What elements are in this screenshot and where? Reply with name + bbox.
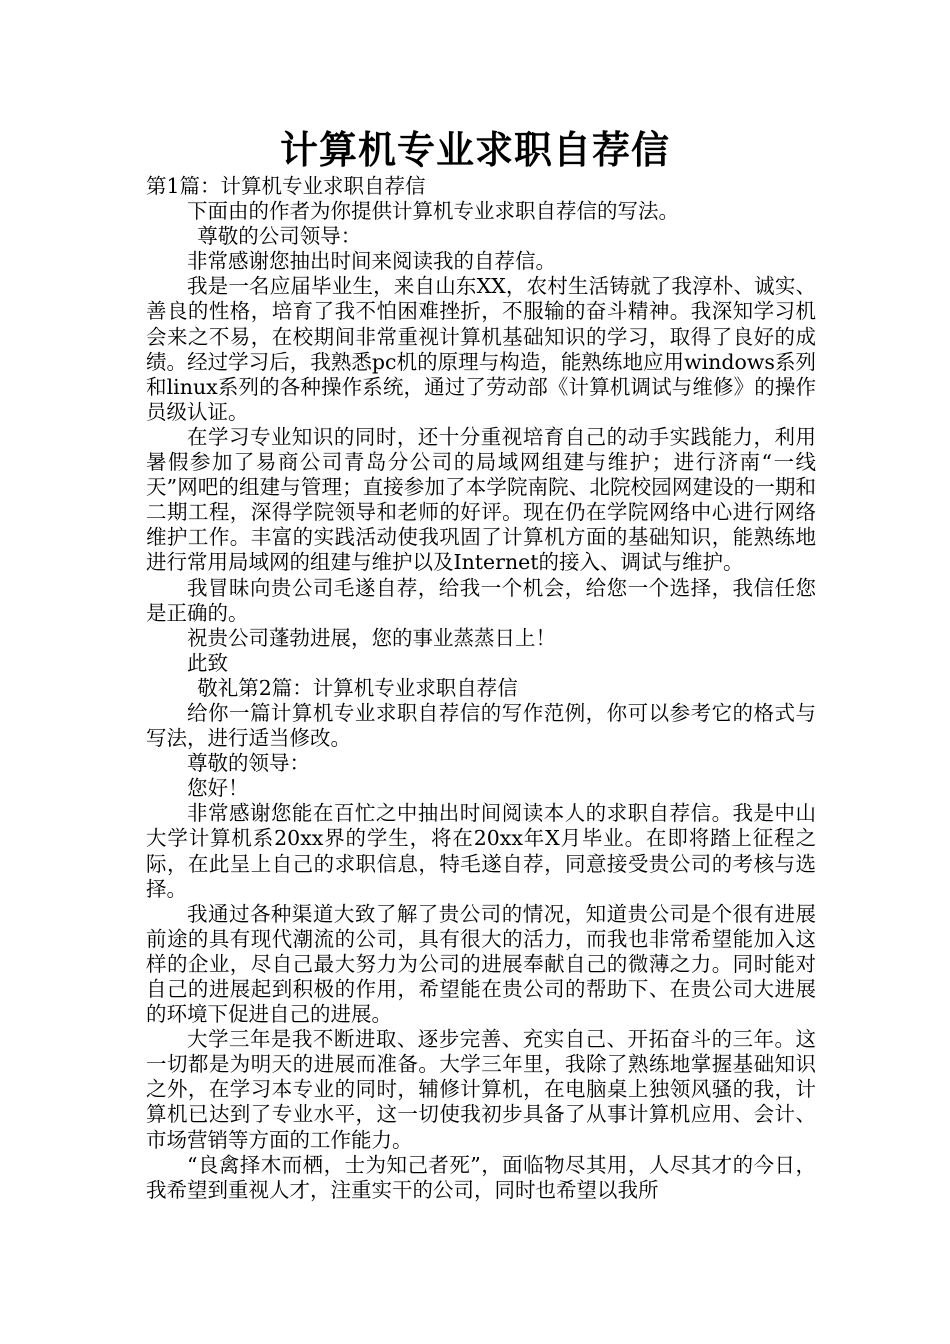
- paragraph: 在学习专业知识的同时，还十分重视培育自己的动手实践能力，利用暑假参加了易商公司青岛分公司的局域网组建与维护；进行济南“一线天”网吧的组建与管理；直接参加了本学院南院、北院校园网建设的一期和二期工程，深得学院领导和老师的好评。现在仍在学院网络中心进行网络维护工作。丰富的实践活动使我巩固了计算机方面的基础知识，能熟练地进行常用局域网的组建与维护以及Internet的接入、调试与维护。: [146, 424, 816, 575]
- paragraph: 我冒昧向贵公司毛遂自荐，给我一个机会，给您一个选择，我信任您是正确的。: [146, 575, 816, 625]
- document-body: [146, 174, 816, 1203]
- salutation: 尊敬的领导：: [187, 751, 310, 776]
- paragraph: 非常感谢您抽出时间来阅读我的自荐信。: [187, 249, 556, 274]
- salutation: 尊敬的公司领导：: [197, 224, 362, 249]
- paragraph: 大学三年是我不断进取、逐步完善、充实自己、开拓奋斗的三年。这一切都是为明天的进展而准备。大学三年里，我除了熟练地掌握基础知识之外，在学习本专业的同时，辅修计算机，在电脑桌上独领风骚的我，计算机已达到了专业水平，这一切使我初步具备了从事计算机应用、会计、市场营销等方面的工作能力。: [146, 1027, 816, 1152]
- greeting: 您好！: [187, 776, 249, 801]
- paragraph: 第1篇：计算机专业求职自荐信: [146, 174, 426, 198]
- paragraph: 我通过各种渠道大致了解了贵公司的情况，知道贵公司是个很有进展前途的具有现代潮流的公司，具有很大的活力，而我也非常希望能加入这样的企业，尽自己最大努力为公司的进展奉献自己的微薄之力。同时能对自己的进展起到积极的作用，希望能在贵公司的帮助下、在贵公司大进展的环境下促进自己的进展。: [146, 901, 816, 1027]
- paragraph: 非常感谢您能在百忙之中抽出时间阅读本人的求职自荐信。我是中山大学计算机系20xx界的学生，将在20xx年X月毕业。在即将踏上征程之际，在此呈上自己的求职信息，特毛遂自荐，同意接受贵公司的考核与选择。: [146, 801, 816, 901]
- closing: 此致: [187, 650, 228, 675]
- paragraph: 下面由的作者为你提供计算机专业求职自荐信的写法。: [187, 199, 679, 224]
- paragraph: 敬礼第2篇：计算机专业求职自荐信: [197, 675, 518, 700]
- paragraph: 我是一名应届毕业生，来自山东XX，农村生活铸就了我淳朴、诚实、善良的性格，培育了我不怕困难挫折，不服输的奋斗精神。我深知学习机会来之不易，在校期间非常重视计算机基础知识的学习，取得了良好的成绩。经过学习后，我熟悉pc机的原理与构造，能熟练地应用windows系列和linux系列的各种操作系统，通过了劳动部《计算机调试与维修》的操作员级认证。: [146, 274, 816, 424]
- paragraph: 给你一篇计算机专业求职自荐信的写作范例，你可以参考它的格式与写法，进行适当修改。: [146, 700, 816, 751]
- document-title: 计算机专业求职自荐信: [279, 128, 670, 172]
- paragraph: “良禽择木而栖，士为知己者死”，面临物尽其用，人尽其才的今日，我希望到重视人才，注重实干的公司，同时也希望以我所: [146, 1152, 816, 1202]
- paragraph: 祝贵公司蓬勃进展，您的事业蒸蒸日上！: [187, 625, 556, 650]
